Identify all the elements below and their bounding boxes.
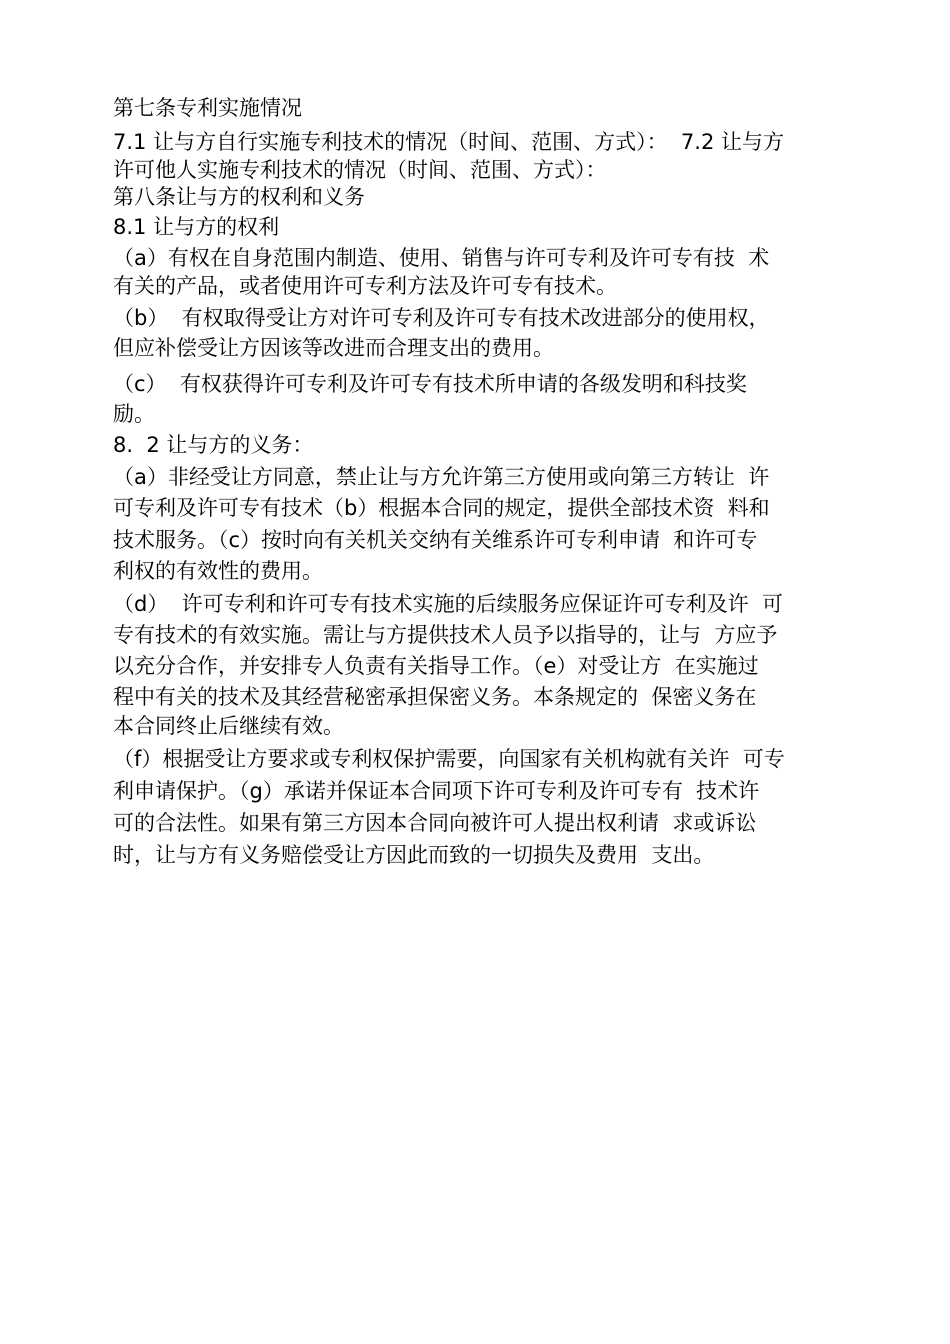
- paragraph-line: 但应补偿受让方因该等改进而合理支出的费用。: [113, 336, 554, 360]
- paragraph-line: 专有技术的有效实施。需让与方提供技术人员予以指导的，让与 方应予: [113, 623, 778, 647]
- paragraph-line: 可专利及许可专有技术（b）根据本合同的规定，提供全部技术资 料和: [113, 496, 770, 520]
- subsection-8-1-heading: 8.1 让与方的权利: [113, 215, 280, 239]
- paragraph-line: 程中有关的技术及其经营秘密承担保密义务。本条规定的 保密义务在: [113, 685, 757, 709]
- paragraph-line: 有关的产品，或者使用许可专利方法及许可专有技术。: [113, 274, 617, 298]
- paragraph-line: （c） 有权获得许可专利及许可专有技术所申请的各级发明和科技奖: [113, 372, 747, 396]
- paragraph-line: 以充分合作，并安排专人负责有关指导工作。（e）对受让方 在实施过: [113, 654, 759, 678]
- paragraph-line: 励。: [113, 402, 155, 426]
- paragraph-line: 许可他人实施专利技术的情况（时间、范围、方式）：: [113, 158, 607, 182]
- paragraph-line: （b） 有权取得受让方对许可专利及许可专有技术改进部分的使用权，: [113, 306, 770, 330]
- section-7-heading: 第七条专利实施情况: [113, 96, 302, 120]
- paragraph-line: （a）有权在自身范围内制造、使用、销售与许可专利及许可专有技 术: [113, 246, 770, 270]
- paragraph-line: （a）非经受让方同意，禁止让与方允许第三方使用或向第三方转让 许: [113, 465, 770, 489]
- paragraph-line: 7.1 让与方自行实施专利技术的情况（时间、范围、方式）： 7.2 让与方: [113, 130, 784, 154]
- paragraph-line: 利申请保护。（g）承诺并保证本合同项下许可专利及许可专有 技术许: [113, 779, 760, 803]
- paragraph-line: （f）根据受让方要求或专利权保护需要，向国家有关机构就有关许 可专: [113, 747, 785, 771]
- section-8-heading: 第八条让与方的权利和义务: [113, 185, 365, 209]
- paragraph-line: （d） 许可专利和许可专有技术实施的后续服务应保证许可专利及许 可: [113, 592, 784, 616]
- paragraph-line: 时，让与方有义务赔偿受让方因此而致的一切损失及费用 支出。: [113, 843, 715, 867]
- paragraph-line: 技术服务。（c）按时向有关机关交纳有关维系许可专利申请 和许可专: [113, 528, 758, 552]
- paragraph-line: 本合同终止后继续有效。: [113, 714, 344, 738]
- paragraph-line: 可的合法性。如果有第三方因本合同向被许可人提出权利请 求或诉讼: [113, 811, 757, 835]
- subsection-8-2-heading: 8. 2 让与方的义务：: [113, 433, 314, 457]
- paragraph-line: 利权的有效性的费用。: [113, 559, 323, 583]
